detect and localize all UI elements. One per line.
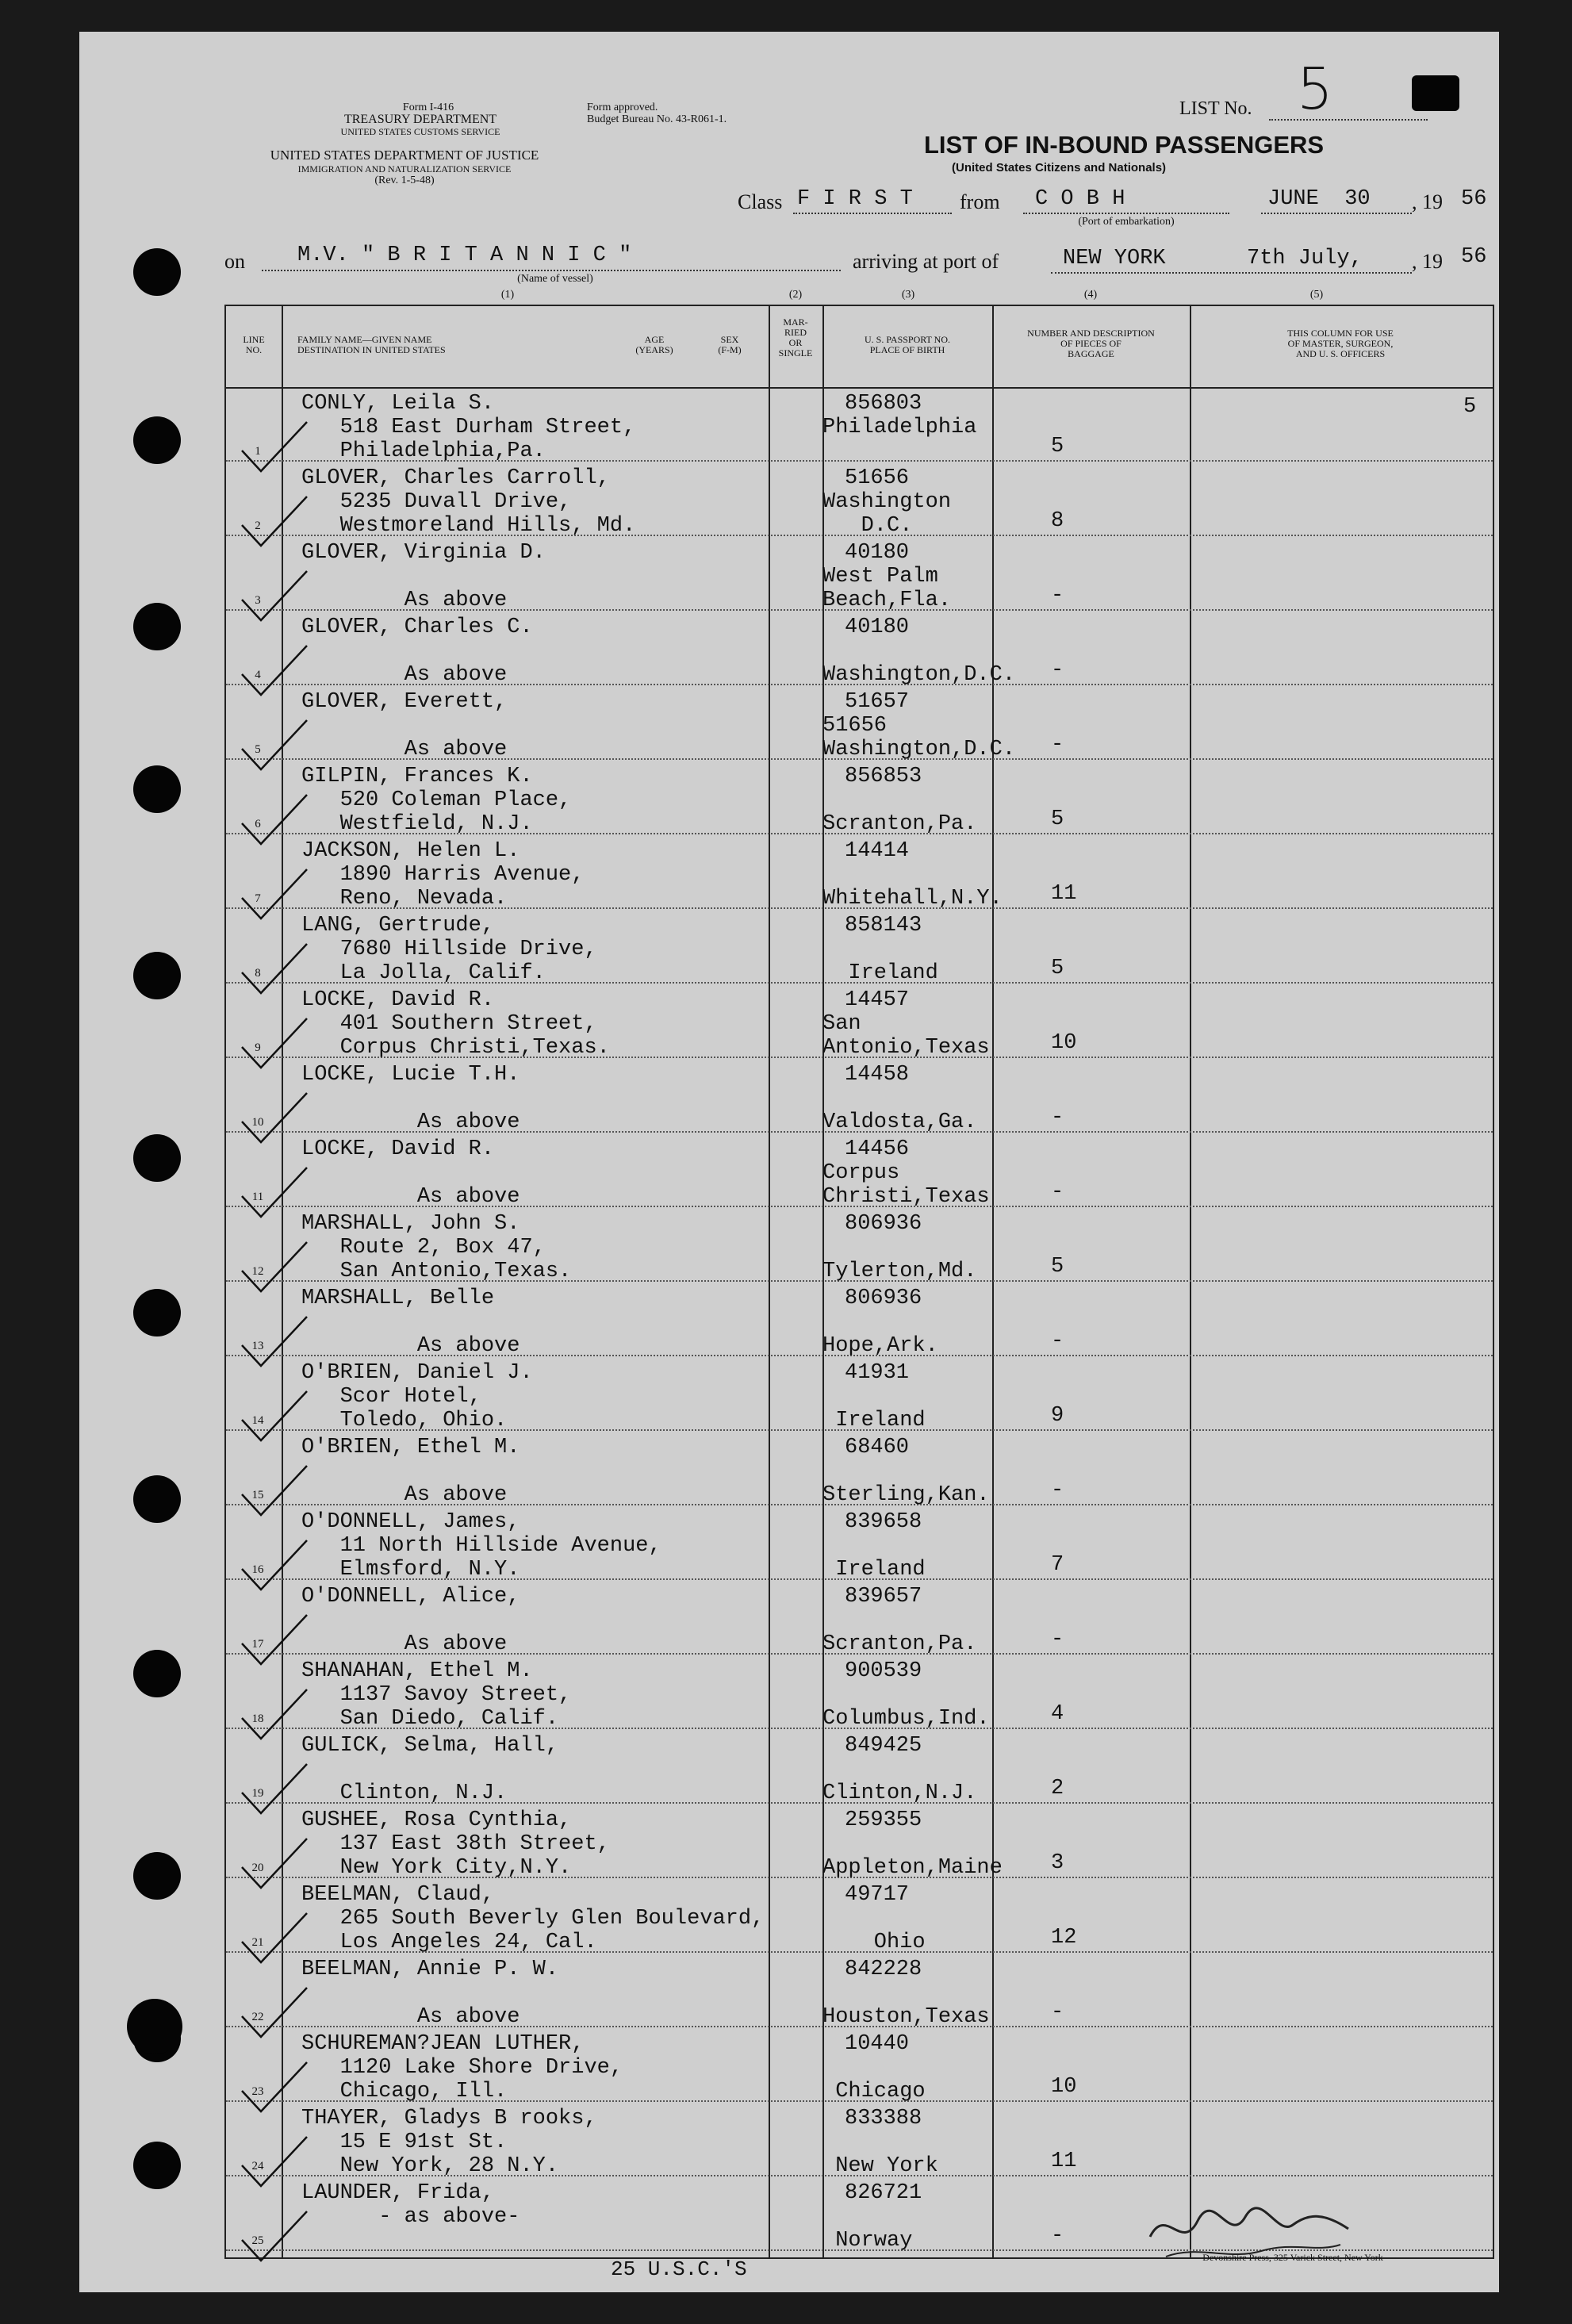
- passport-number: 856803: [845, 392, 922, 416]
- table-row: [226, 1729, 1493, 1804]
- table-row: [226, 536, 1493, 611]
- baggage-count: -: [1051, 1478, 1064, 1502]
- place-of-birth: Clinton,N.J.: [822, 1781, 977, 1805]
- passport-number: 856853: [845, 765, 922, 788]
- justice-dept: UNITED STATES DEPARTMENT OF JUSTICE: [270, 148, 539, 163]
- budget-bureau: Budget Bureau No. 43-R061-1.: [587, 113, 727, 125]
- departure-year: 56: [1461, 187, 1487, 211]
- baggage-count: 10: [1051, 1031, 1077, 1055]
- line-number: 24: [251, 2160, 264, 2173]
- class-label: Class: [738, 190, 783, 213]
- line-number: 8: [255, 967, 261, 980]
- year-prefix-1: , 19: [1412, 190, 1443, 213]
- departure-date: JUNE 30: [1267, 187, 1371, 211]
- place-of-birth: Ohio: [873, 1931, 926, 1954]
- col-num-3: (3): [901, 289, 915, 301]
- table-row: [226, 2102, 1493, 2176]
- embark-caption: (Port of embarkation): [1078, 216, 1175, 228]
- header-sex: SEX (F-M): [718, 334, 742, 355]
- punch-hole: [133, 248, 181, 296]
- baggage-count: -: [1051, 1106, 1064, 1129]
- table-row: [226, 834, 1493, 909]
- col-num-4: (4): [1083, 289, 1098, 301]
- table-row: [226, 387, 1493, 462]
- passenger-name-destination: LOCKE, Lucie T.H. As above: [301, 1063, 520, 1134]
- line-number: 23: [251, 2085, 264, 2098]
- place-of-birth: Appleton,Maine: [822, 1856, 1003, 1880]
- arrival-year: 56: [1461, 245, 1487, 269]
- baggage-count: 11: [1051, 882, 1077, 906]
- header-age: AGE (YEARS): [635, 334, 673, 355]
- place-of-birth: Washington D.C.: [822, 490, 952, 538]
- baggage-count: -: [1051, 2224, 1064, 2248]
- passenger-name-destination: LOCKE, David R. 401 Southern Street, Corpus Christi,Texas.: [301, 988, 610, 1060]
- baggage-count: 5: [1051, 435, 1064, 458]
- baggage-count: -: [1051, 658, 1064, 682]
- col-num-2: (2): [788, 289, 803, 301]
- baggage-count: 3: [1051, 1851, 1064, 1875]
- punch-hole: [133, 765, 181, 813]
- punch-hole: [1412, 75, 1459, 111]
- table-row: [226, 1207, 1493, 1282]
- col-num-1: (1): [500, 289, 515, 301]
- baggage-count: 9: [1051, 1404, 1064, 1428]
- passenger-name-destination: MARSHALL, John S. Route 2, Box 47, San Antonio,Texas.: [301, 1212, 572, 1283]
- place-of-birth: Tylerton,Md.: [822, 1260, 977, 1283]
- passenger-name-destination: SHANAHAN, Ethel M. 1137 Savoy Street, San Diedo, Calif.: [301, 1659, 572, 1731]
- baggage-count: -: [1051, 1329, 1064, 1353]
- year-prefix-2: , 19: [1412, 250, 1443, 273]
- passport-number: 40180: [845, 616, 910, 639]
- place-of-birth: San Antonio,Texas: [822, 1012, 990, 1060]
- passport-number: 41931: [845, 1361, 910, 1385]
- place-of-birth: Sterling,Kan.: [822, 1483, 990, 1507]
- passenger-name-destination: O'BRIEN, Daniel J. Scor Hotel, Toledo, Ohio.: [301, 1361, 533, 1432]
- line-number: 10: [251, 1116, 264, 1129]
- passport-number: 14456: [845, 1137, 910, 1161]
- passenger-name-destination: GLOVER, Virginia D. As above: [301, 541, 546, 612]
- passenger-name-destination: CONLY, Leila S. 518 East Durham Street, Philadelphia,Pa.: [301, 392, 636, 463]
- place-of-birth: West Palm Beach,Fla.: [822, 565, 952, 612]
- from-label: from: [960, 190, 1000, 213]
- table-row: [226, 1133, 1493, 1207]
- baggage-count: 5: [1051, 957, 1064, 980]
- place-of-birth: Norway: [835, 2229, 913, 2253]
- line-number: 20: [251, 1862, 264, 1874]
- line-number: 12: [251, 1265, 264, 1278]
- line-number: 22: [251, 2011, 264, 2023]
- table-row: [226, 2027, 1493, 2102]
- baggage-count: -: [1051, 1180, 1064, 1204]
- passenger-name-destination: GUSHEE, Rosa Cynthia, 137 East 38th Street, New York City,N.Y.: [301, 1808, 610, 1880]
- officer-note: 5: [1463, 395, 1477, 419]
- passport-number: 14414: [845, 839, 910, 863]
- baggage-count: 5: [1051, 1255, 1064, 1279]
- line-number: 3: [255, 594, 261, 607]
- arriving-label: arriving at port of: [853, 250, 999, 273]
- arrival-date: 7th July,: [1247, 247, 1363, 270]
- header-married: MAR- RIED OR SINGLE: [778, 316, 813, 359]
- line-number: 25: [251, 2234, 264, 2247]
- punch-hole: [133, 416, 181, 464]
- passport-number: 842228: [845, 1958, 922, 1981]
- revision: (Rev. 1-5-48): [374, 174, 435, 186]
- line-number: 1: [255, 445, 261, 458]
- punch-hole: [133, 952, 181, 999]
- header-name: FAMILY NAME—GIVEN NAME DESTINATION IN UNITED STATES: [297, 334, 446, 355]
- place-of-birth: Columbus,Ind.: [822, 1707, 990, 1731]
- header-line-no: LINE NO.: [243, 334, 265, 355]
- passenger-name-destination: SCHUREMAN?JEAN LUTHER, 1120 Lake Shore Drive, Chicago, Ill.: [301, 2032, 623, 2103]
- place-of-birth: Whitehall,N.Y.: [822, 887, 1003, 911]
- passenger-name-destination: GLOVER, Charles C. As above: [301, 616, 533, 687]
- punch-hole: [133, 1852, 181, 1900]
- passport-number: 826721: [845, 2181, 922, 2205]
- table-row: [226, 1953, 1493, 2027]
- customs-service: UNITED STATES CUSTOMS SERVICE: [340, 126, 500, 137]
- place-of-birth: Ireland: [848, 961, 938, 985]
- header-officers: THIS COLUMN FOR USE OF MASTER, SURGEON, AND U. S. OFFICERS: [1287, 328, 1394, 359]
- class-value: F I R S T: [797, 187, 913, 211]
- table-row: [226, 1804, 1493, 1878]
- place-of-birth: Washington,D.C.: [822, 663, 1016, 687]
- line-number: 17: [251, 1638, 264, 1651]
- table-row: [226, 1580, 1493, 1655]
- baggage-count: 4: [1051, 1702, 1064, 1726]
- usc-note: 25 U.S.C.'S: [611, 2257, 747, 2281]
- place-of-birth: Scranton,Pa.: [822, 1632, 977, 1656]
- arrival-port: NEW YORK: [1063, 247, 1166, 270]
- table-row: [226, 1282, 1493, 1356]
- passport-number: 858143: [845, 914, 922, 938]
- line-number: 2: [255, 520, 261, 532]
- place-of-birth: New York: [835, 2154, 938, 2178]
- passport-number: 49717: [845, 1883, 910, 1907]
- passenger-table: [224, 305, 1494, 2259]
- place-of-birth: Philadelphia: [822, 416, 977, 439]
- place-of-birth: Hope,Ark.: [822, 1334, 938, 1358]
- on-label: on: [224, 250, 245, 273]
- place-of-birth: Ireland: [835, 1558, 926, 1582]
- line-number: 21: [251, 1936, 264, 1949]
- table-row: [226, 611, 1493, 685]
- passenger-name-destination: THAYER, Gladys B rooks, 15 E 91st St. New York, 28 N.Y.: [301, 2107, 597, 2178]
- table-row: [226, 685, 1493, 760]
- ins-service: IMMIGRATION AND NATURALIZATION SERVICE: [297, 163, 512, 174]
- passport-number: 900539: [845, 1659, 922, 1683]
- line-number: 18: [251, 1712, 264, 1725]
- table-row: [226, 462, 1493, 536]
- place-of-birth: Chicago: [835, 2080, 926, 2103]
- passport-number: 51656: [845, 466, 910, 490]
- table-row: [226, 1655, 1493, 1729]
- list-no-label: LIST No.: [1179, 98, 1252, 119]
- place-of-birth: Houston,Texas: [822, 2005, 990, 2029]
- passport-number: 259355: [845, 1808, 922, 1832]
- passenger-name-destination: GILPIN, Frances K. 520 Coleman Place, Westfield, N.J.: [301, 765, 572, 836]
- passport-number: 806936: [845, 1212, 922, 1236]
- place-of-birth: Corpus Christi,Texas: [822, 1161, 990, 1209]
- passenger-name-destination: O'BRIEN, Ethel M. As above: [301, 1436, 520, 1507]
- table-row: [226, 984, 1493, 1058]
- place-of-birth: Scranton,Pa.: [822, 812, 977, 836]
- passenger-name-destination: O'DONNELL, Alice, As above: [301, 1585, 520, 1656]
- header-baggage: NUMBER AND DESCRIPTION OF PIECES OF BAGGAGE: [1027, 328, 1155, 359]
- table-row: [226, 1058, 1493, 1133]
- passport-number: 833388: [845, 2107, 922, 2130]
- punch-hole: [133, 1289, 181, 1336]
- baggage-count: 12: [1051, 1926, 1077, 1950]
- passenger-name-destination: GULICK, Selma, Hall, Clinton, N.J.: [301, 1734, 559, 1805]
- line-number: 13: [251, 1340, 264, 1352]
- passport-number: 14457: [845, 988, 910, 1012]
- table-row: [226, 1356, 1493, 1431]
- passenger-name-destination: BEELMAN, Claud, 265 South Beverly Glen Boulevard, Los Angeles 24, Cal.: [301, 1883, 765, 1954]
- punch-hole: [133, 1650, 181, 1697]
- line-number: 4: [255, 669, 261, 681]
- line-number: 9: [255, 1041, 261, 1054]
- passport-number: 10440: [845, 2032, 910, 2056]
- passenger-name-destination: MARSHALL, Belle As above: [301, 1287, 520, 1358]
- punch-hole: [133, 1134, 181, 1182]
- passenger-name-destination: GLOVER, Everett, As above: [301, 690, 508, 761]
- passenger-name-destination: GLOVER, Charles Carroll, 5235 Duvall Drive, Westmoreland Hills, Md.: [301, 466, 636, 538]
- passenger-name-destination: LAUNDER, Frida, - as above-: [301, 2181, 520, 2229]
- baggage-count: 11: [1051, 2150, 1077, 2173]
- col-num-5: (5): [1309, 289, 1324, 301]
- list-subtitle: (United States Citizens and Nationals): [952, 161, 1167, 174]
- baggage-count: 5: [1051, 807, 1064, 831]
- line-number: 5: [255, 743, 261, 756]
- passenger-name-destination: O'DONNELL, James, 11 North Hillside Avenue, Elmsford, N.Y.: [301, 1510, 661, 1582]
- punch-hole: [133, 603, 181, 650]
- list-no-value: 5: [1297, 56, 1333, 122]
- passport-number: 51657: [845, 690, 910, 714]
- place-of-birth: Valdosta,Ga.: [822, 1110, 977, 1134]
- table-row: [226, 1505, 1493, 1580]
- baggage-count: 7: [1051, 1553, 1064, 1577]
- baggage-count: 10: [1051, 2075, 1077, 2099]
- line-number: 14: [251, 1414, 264, 1427]
- passport-number: 849425: [845, 1734, 922, 1758]
- line-number: 16: [251, 1563, 264, 1576]
- form-approved: Form approved.: [587, 102, 658, 113]
- baggage-count: -: [1051, 1628, 1064, 1651]
- passport-number: 40180: [845, 541, 910, 565]
- header-passport: U. S. PASSPORT NO. PLACE OF BIRTH: [865, 334, 950, 355]
- punch-hole: [127, 1999, 182, 2054]
- passport-number: 68460: [845, 1436, 910, 1459]
- punch-hole: [133, 1475, 181, 1523]
- printer-imprint: Devonshire Press, 325 Varick Street, New York: [1202, 2252, 1383, 2263]
- line-number: 15: [251, 1489, 264, 1501]
- table-row: [226, 1878, 1493, 1953]
- signature: [1134, 2189, 1436, 2268]
- baggage-count: -: [1051, 733, 1064, 757]
- vessel-caption: (Name of vessel): [517, 273, 593, 285]
- place-of-birth: 51656 Washington,D.C.: [822, 714, 1016, 761]
- table-row: [226, 909, 1493, 984]
- passport-number: 839658: [845, 1510, 922, 1534]
- baggage-count: -: [1051, 584, 1064, 608]
- baggage-count: -: [1051, 2000, 1064, 2024]
- line-number: 7: [255, 892, 261, 905]
- baggage-count: 2: [1051, 1777, 1064, 1801]
- from-value: C O B H: [1035, 187, 1125, 211]
- baggage-count: 8: [1051, 509, 1064, 533]
- passenger-name-destination: JACKSON, Helen L. 1890 Harris Avenue, Reno, Nevada.: [301, 839, 585, 911]
- table-row: [226, 760, 1493, 834]
- vessel-name: M.V. " B R I T A N N I C ": [297, 244, 632, 267]
- passenger-name-destination: LANG, Gertrude, 7680 Hillside Drive, La Jolla, Calif.: [301, 914, 597, 985]
- line-number: 6: [255, 818, 261, 830]
- passport-number: 806936: [845, 1287, 922, 1310]
- passport-number: 14458: [845, 1063, 910, 1087]
- line-number: 19: [251, 1787, 264, 1800]
- table-row: [226, 1431, 1493, 1505]
- punch-hole: [133, 2142, 181, 2189]
- treasury-dept: TREASURY DEPARTMENT: [343, 113, 497, 126]
- passenger-name-destination: BEELMAN, Annie P. W. As above: [301, 1958, 559, 2029]
- list-title: LIST OF IN-BOUND PASSENGERS: [924, 131, 1325, 159]
- line-number: 11: [251, 1191, 264, 1203]
- passenger-name-destination: LOCKE, David R. As above: [301, 1137, 520, 1209]
- place-of-birth: Ireland: [835, 1409, 926, 1432]
- form-number: Form I-416: [402, 102, 454, 113]
- passport-number: 839657: [845, 1585, 922, 1609]
